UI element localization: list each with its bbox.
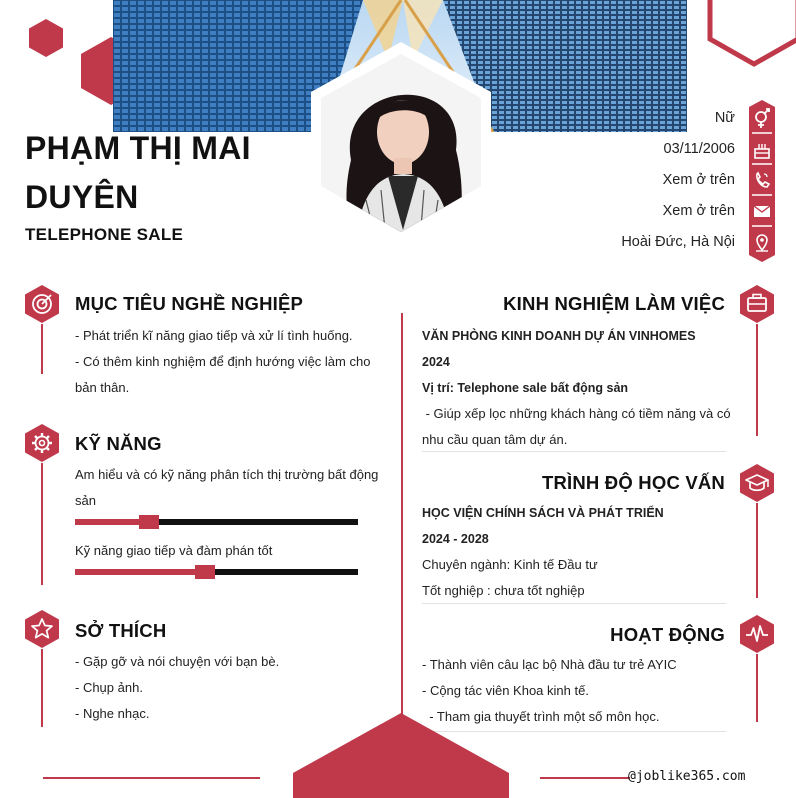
objective-line: bản thân.: [75, 380, 130, 395]
footer-line-left: [43, 777, 260, 779]
hobbies-title: SỞ THÍCH: [75, 620, 167, 641]
email-value: Xem ở trên: [662, 203, 735, 219]
small-hexagon-decoration: [28, 18, 64, 58]
graduation-cap-icon: [739, 463, 775, 503]
skill-label: [75, 538, 385, 564]
watermark: @joblike365.com: [628, 769, 746, 784]
gear-icon: [24, 423, 60, 463]
experience-content: [422, 323, 732, 453]
skill-level-fill: [75, 569, 205, 575]
experience-year: 2024: [422, 355, 450, 369]
gender-icon: [750, 104, 774, 132]
education-status: Tốt nghiệp : chưa tốt nghiệp: [422, 583, 585, 598]
objective-content: [75, 323, 385, 401]
birthday-cake-icon: [750, 135, 774, 163]
skill-level-bar: [75, 569, 358, 575]
experience-position: Vị trí: Telephone sale bất động sản: [422, 381, 629, 395]
activity-item: - Cộng tác viên Khoa kinh tế.: [422, 683, 589, 698]
footer-hexagon-decoration: [293, 713, 509, 798]
avatar-frame: [306, 40, 496, 240]
skill-level-knob: [195, 565, 215, 579]
briefcase-icon: [739, 284, 775, 324]
education-years: 2024 - 2028: [422, 532, 489, 546]
phone-value: Xem ở trên: [662, 172, 735, 188]
experience-divider: [422, 451, 726, 452]
experience-timeline: [756, 324, 758, 436]
activities-timeline: [756, 654, 758, 722]
hobby-item: - Chụp ảnh.: [75, 680, 143, 695]
school-name: HỌC VIỆN CHÍNH SÁCH VÀ PHÁT TRIỂN: [422, 506, 664, 520]
skill-level-knob: [139, 515, 159, 529]
footer-line-right: [540, 777, 630, 779]
candidate-name: PHẠM THỊ MAI DUYÊN: [25, 130, 251, 215]
gender-value: Nữ: [714, 110, 735, 126]
education-major: Chuyên ngành: Kinh tế Đầu tư: [422, 557, 598, 572]
education-timeline: [756, 503, 758, 598]
skill-level-bar: [75, 519, 358, 525]
activity-item: - Tham gia thuyết trình một số môn học.: [422, 709, 660, 724]
objective-title: MỤC TIÊU NGHỀ NGHIỆP: [75, 293, 304, 314]
education-divider: [422, 603, 726, 604]
center-divider: [401, 313, 403, 723]
skill-level-fill: [75, 519, 149, 525]
objective-line: - Phát triển kĩ năng giao tiếp và xử lí tình huống.: [75, 328, 353, 343]
address-value: Hoài Đức, Hà Nội: [621, 234, 735, 250]
hobby-item: - Nghe nhạc.: [75, 706, 150, 721]
phone-icon: [750, 166, 774, 194]
outline-hexagon-decoration: [706, 0, 796, 70]
avatar: [306, 40, 496, 240]
skill-label-line: Am hiểu và có kỹ năng phân tích thị trường bất động: [75, 467, 379, 482]
pulse-icon: [739, 614, 775, 654]
email-icon: [750, 197, 774, 225]
education-title: TRÌNH ĐỘ HỌC VẤN: [541, 472, 725, 493]
activities-title: HOẠT ĐỘNG: [610, 624, 725, 645]
location-icon: [750, 228, 774, 256]
target-icon: [24, 284, 60, 324]
skills-title: KỸ NĂNG: [75, 433, 162, 454]
skill-label: [75, 462, 385, 514]
job-title: TELEPHONE SALE: [25, 225, 184, 244]
experience-title: KINH NGHIỆM LÀM VIỆC: [503, 293, 725, 314]
experience-desc-line: nhu cầu quan tâm dự án.: [422, 432, 568, 447]
experience-desc-line: - Giúp xếp lọc những khách hàng có tiềm năng và có: [422, 406, 731, 421]
skill-label-line: Kỹ năng giao tiếp và đàm phán tốt: [75, 543, 273, 558]
company-name: VĂN PHÒNG KINH DOANH DỰ ÁN VINHOMES: [422, 329, 696, 343]
star-icon: [24, 609, 60, 649]
activity-item: - Thành viên câu lạc bộ Nhà đầu tư trẻ AYIC: [422, 657, 677, 672]
skill-label-line: sản: [75, 493, 96, 508]
objective-line: - Có thêm kinh nghiệm để định hướng việc làm cho: [75, 354, 371, 369]
hobby-item: - Gặp gỡ và nói chuyện với bạn bè.: [75, 654, 280, 669]
birthdate-value: 03/11/2006: [663, 141, 735, 157]
hobbies-timeline: [41, 649, 43, 727]
objective-timeline: [41, 324, 43, 374]
education-content: [422, 500, 732, 604]
skills-timeline: [41, 463, 43, 585]
